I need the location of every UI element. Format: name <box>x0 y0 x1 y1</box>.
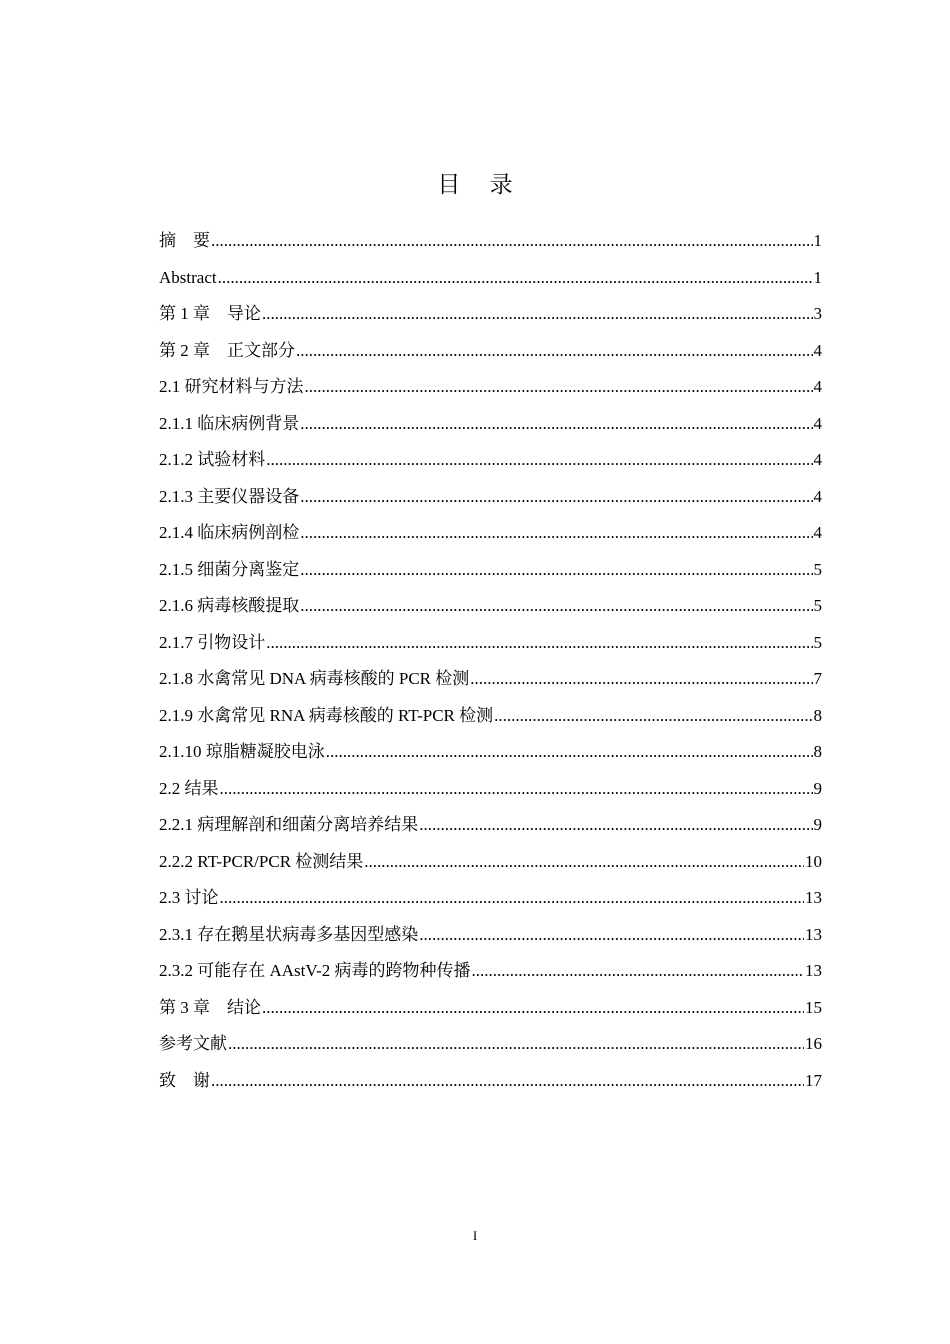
toc-entry-page: 1 <box>813 267 822 287</box>
toc-entry-page: 5 <box>813 632 822 652</box>
toc-entry-page: 5 <box>813 559 822 579</box>
toc-entry[interactable] <box>159 661 822 698</box>
toc-entry[interactable] <box>159 223 822 260</box>
dot-leader <box>419 917 804 954</box>
toc-entry-label: 第 3 章 结论 <box>159 997 261 1017</box>
toc-list <box>159 223 822 1099</box>
dot-leader <box>470 661 812 698</box>
toc-entry-label: 2.1.1 临床病例背景 <box>159 413 300 433</box>
dot-leader <box>326 734 813 771</box>
toc-entry-label: 2.1.8 水禽常见 DNA 病毒核酸的 PCR 检测 <box>159 669 470 688</box>
toc-entry-label: 2.1.6 病毒核酸提取 <box>159 596 300 615</box>
dot-leader <box>211 223 813 260</box>
toc-entry-page: 4 <box>813 450 822 469</box>
toc-entry[interactable] <box>159 953 822 990</box>
toc-entry-page: 5 <box>813 596 822 615</box>
dot-leader <box>266 625 812 662</box>
dot-leader <box>419 807 812 844</box>
dot-leader <box>494 698 812 735</box>
dot-leader <box>218 260 813 297</box>
toc-entry-page: 13 <box>805 961 822 980</box>
dot-leader <box>220 771 813 808</box>
toc-entry-label: 2.1.7 引物设计 <box>159 632 266 652</box>
toc-entry-label: 2.2 结果 <box>159 778 219 798</box>
toc-entry-page: 13 <box>805 888 822 907</box>
dot-leader <box>300 479 812 516</box>
toc-entry-label: 2.3.2 可能存在 AAstV-2 病毒的跨物种传播 <box>159 961 471 980</box>
toc-entry[interactable] <box>159 260 822 297</box>
dot-leader <box>472 953 804 990</box>
dot-leader <box>220 880 805 917</box>
dot-leader <box>211 1063 804 1100</box>
toc-entry-label: 2.1.9 水禽常见 RNA 病毒核酸的 RT-PCR 检测 <box>159 705 494 725</box>
toc-entry[interactable] <box>159 406 822 443</box>
toc-entry[interactable] <box>159 296 822 333</box>
toc-entry[interactable] <box>159 1026 822 1063</box>
page-number: I <box>472 1228 478 1243</box>
toc-entry[interactable] <box>159 333 822 370</box>
toc-entry[interactable] <box>159 807 822 844</box>
toc-entry[interactable] <box>159 844 822 881</box>
toc-entry-label: 2.1 研究材料与方法 <box>159 377 304 396</box>
toc-entry-page: 4 <box>813 486 822 506</box>
toc-entry[interactable] <box>159 442 822 479</box>
toc-title: 目 录 <box>437 172 513 198</box>
toc-entry-page: 10 <box>805 851 822 871</box>
toc-entry-page: 4 <box>813 377 822 396</box>
dot-leader <box>300 406 812 443</box>
toc-entry[interactable] <box>159 479 822 516</box>
dot-leader <box>300 588 812 625</box>
toc-entry[interactable] <box>159 771 822 808</box>
toc-entry-label: 2.1.5 细菌分离鉴定 <box>159 559 300 579</box>
toc-entry-label: 第 1 章 导论 <box>159 304 261 323</box>
toc-entry-page: 4 <box>813 523 822 542</box>
toc-entry-label: 2.2.2 RT-PCR/PCR 检测结果 <box>159 851 364 871</box>
toc-entry-label: 摘 要 <box>159 231 210 250</box>
toc-entry-page: 9 <box>813 815 822 834</box>
toc-entry-page: 8 <box>813 742 822 761</box>
dot-leader <box>266 442 812 479</box>
toc-entry[interactable] <box>159 588 822 625</box>
toc-entry-label: Abstract <box>159 267 217 287</box>
toc-entry-label: 致 谢 <box>159 1070 210 1090</box>
toc-entry-page: 1 <box>813 231 822 250</box>
dot-leader <box>300 552 812 589</box>
dot-leader <box>300 515 812 552</box>
toc-entry-label: 参考文献 <box>159 1034 227 1053</box>
toc-entry-label: 2.1.2 试验材料 <box>159 450 266 469</box>
toc-entry-page: 16 <box>805 1034 822 1053</box>
toc-entry[interactable] <box>159 917 822 954</box>
toc-entry[interactable] <box>159 369 822 406</box>
toc-entry-page: 3 <box>813 304 822 323</box>
toc-entry-page: 4 <box>813 340 822 360</box>
toc-entry[interactable] <box>159 990 822 1027</box>
toc-entry[interactable] <box>159 1063 822 1100</box>
toc-entry-page: 15 <box>805 997 822 1017</box>
dot-leader <box>364 844 804 881</box>
toc-entry-page: 8 <box>813 705 822 725</box>
toc-entry-label: 2.1.3 主要仪器设备 <box>159 486 300 506</box>
toc-entry[interactable] <box>159 515 822 552</box>
toc-entry-page: 4 <box>813 413 822 433</box>
toc-entry-label: 2.3.1 存在鹅星状病毒多基因型感染 <box>159 924 419 944</box>
dot-leader <box>305 369 813 406</box>
toc-entry[interactable] <box>159 880 822 917</box>
toc-entry[interactable] <box>159 625 822 662</box>
toc-entry-label: 2.1.10 琼脂糖凝胶电泳 <box>159 742 325 761</box>
dot-leader <box>228 1026 804 1063</box>
toc-entry-page: 17 <box>805 1070 822 1090</box>
toc-entry-page: 7 <box>813 669 822 688</box>
toc-entry-label: 2.3 讨论 <box>159 888 219 907</box>
toc-entry[interactable] <box>159 552 822 589</box>
toc-entry-page: 13 <box>805 924 822 944</box>
dot-leader <box>262 990 804 1027</box>
dot-leader <box>296 333 813 370</box>
toc-entry[interactable] <box>159 734 822 771</box>
toc-entry-label: 2.2.1 病理解剖和细菌分离培养结果 <box>159 815 419 834</box>
toc-entry-page: 9 <box>813 778 822 798</box>
toc-entry-label: 第 2 章 正文部分 <box>159 340 295 360</box>
toc-entry-label: 2.1.4 临床病例剖检 <box>159 523 300 542</box>
toc-entry[interactable] <box>159 698 822 735</box>
dot-leader <box>262 296 813 333</box>
